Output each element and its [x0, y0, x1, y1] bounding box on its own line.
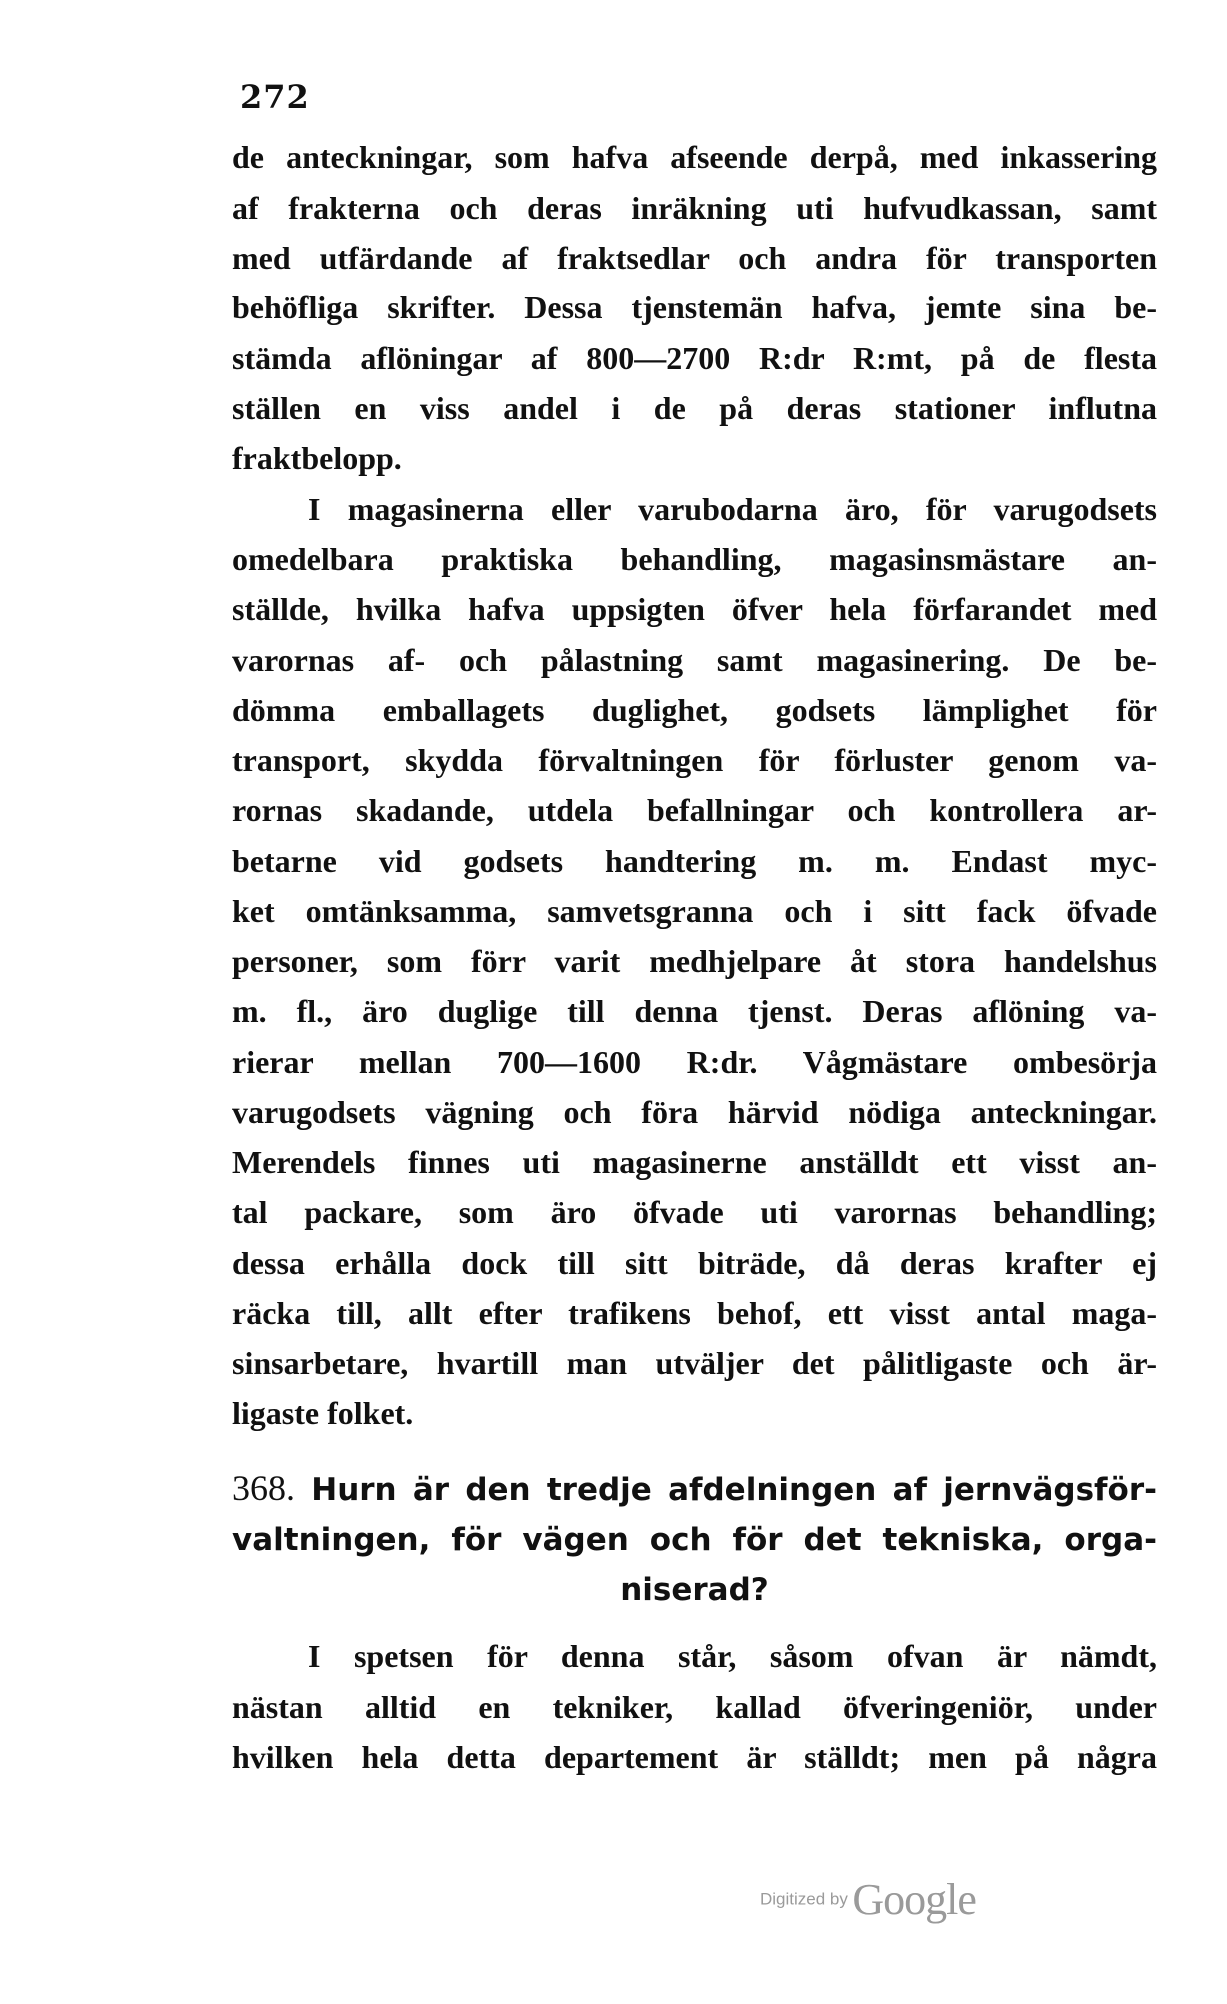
text-line: med utfärdande af fraktsedlar och andra för transporten	[232, 240, 1157, 276]
text-line: varornas af- och pålastning samt magasinering. De be-	[232, 642, 1157, 678]
text-line: hvilken hela detta departement är ställdt; men på några	[232, 1739, 1157, 1775]
text-line: ställen en viss andel i de på deras stationer influtna	[232, 390, 1157, 426]
text-line: rierar mellan 700—1600 R:dr. Vågmästare ombesörja	[232, 1044, 1157, 1080]
watermark-brand: Google	[852, 1875, 976, 1924]
text-line: sinsarbetare, hvartill man utväljer det pålitligaste och är-	[232, 1345, 1157, 1381]
text-line: transport, skydda förvaltningen för förluster genom va-	[232, 742, 1157, 778]
text-line: de anteckningar, som hafva afseende derpå, med inkassering	[232, 139, 1157, 175]
section-heading-line: niserad?	[620, 1572, 769, 1608]
text-line: ställde, hvilka hafva uppsigten öfver hela förfarandet med	[232, 591, 1157, 627]
text-line: rornas skadande, utdela befallningar och kontrollera ar-	[232, 792, 1157, 828]
section-heading-text: Hurn är den tredje afdelningen af jernvägsför-	[311, 1472, 1157, 1508]
text-line: stämda aflöningar af 800—2700 R:dr R:mt, på de flesta	[232, 340, 1157, 376]
section-heading-line: valtningen, för vägen och för det tekniska, orga-	[232, 1522, 1157, 1558]
text-line: dessa erhålla dock till sitt biträde, då deras krafter ej	[232, 1245, 1157, 1281]
text-line: tal packare, som äro öfvade uti varornas behandling;	[232, 1194, 1157, 1230]
page-number: 272	[240, 78, 310, 116]
digitized-by-google-watermark	[760, 1874, 976, 1925]
text-line: af frakterna och deras inräkning uti hufvudkassan, samt	[232, 190, 1157, 226]
section-heading	[232, 1468, 1157, 1508]
text-line: I magasinerna eller varubodarna äro, för varugodsets	[308, 491, 1157, 527]
text-line: I spetsen för denna står, såsom ofvan är nämdt,	[308, 1638, 1157, 1674]
text-line: nästan alltid en tekniker, kallad öfveringeniör, under	[232, 1689, 1157, 1725]
text-line: betarne vid godsets handtering m. m. Endast myc-	[232, 843, 1157, 879]
text-line: ligaste folket.	[232, 1395, 414, 1431]
text-line: personer, som förr varit medhjelpare åt stora handelshus	[232, 943, 1157, 979]
text-line: m. fl., äro duglige till denna tjenst. Deras aflöning va-	[232, 993, 1157, 1029]
section-number: 368.	[232, 1468, 295, 1508]
text-line: varugodsets vägning och föra härvid nödiga anteckningar.	[232, 1094, 1157, 1130]
text-line: räcka till, allt efter trafikens behof, ett visst antal maga-	[232, 1295, 1157, 1331]
text-line: dömma emballagets duglighet, godsets lämplighet för	[232, 692, 1157, 728]
text-line: ket omtänksamma, samvetsgranna och i sitt fack öfvade	[232, 893, 1157, 929]
watermark-prefix: Digitized by	[760, 1889, 848, 1909]
text-line: behöfliga skrifter. Dessa tjenstemän hafva, jemte sina be-	[232, 289, 1157, 325]
text-line: Merendels finnes uti magasinerne anställdt ett visst an-	[232, 1144, 1157, 1180]
text-line: fraktbelopp.	[232, 440, 402, 476]
text-line: omedelbara praktiska behandling, magasinsmästare an-	[232, 541, 1157, 577]
